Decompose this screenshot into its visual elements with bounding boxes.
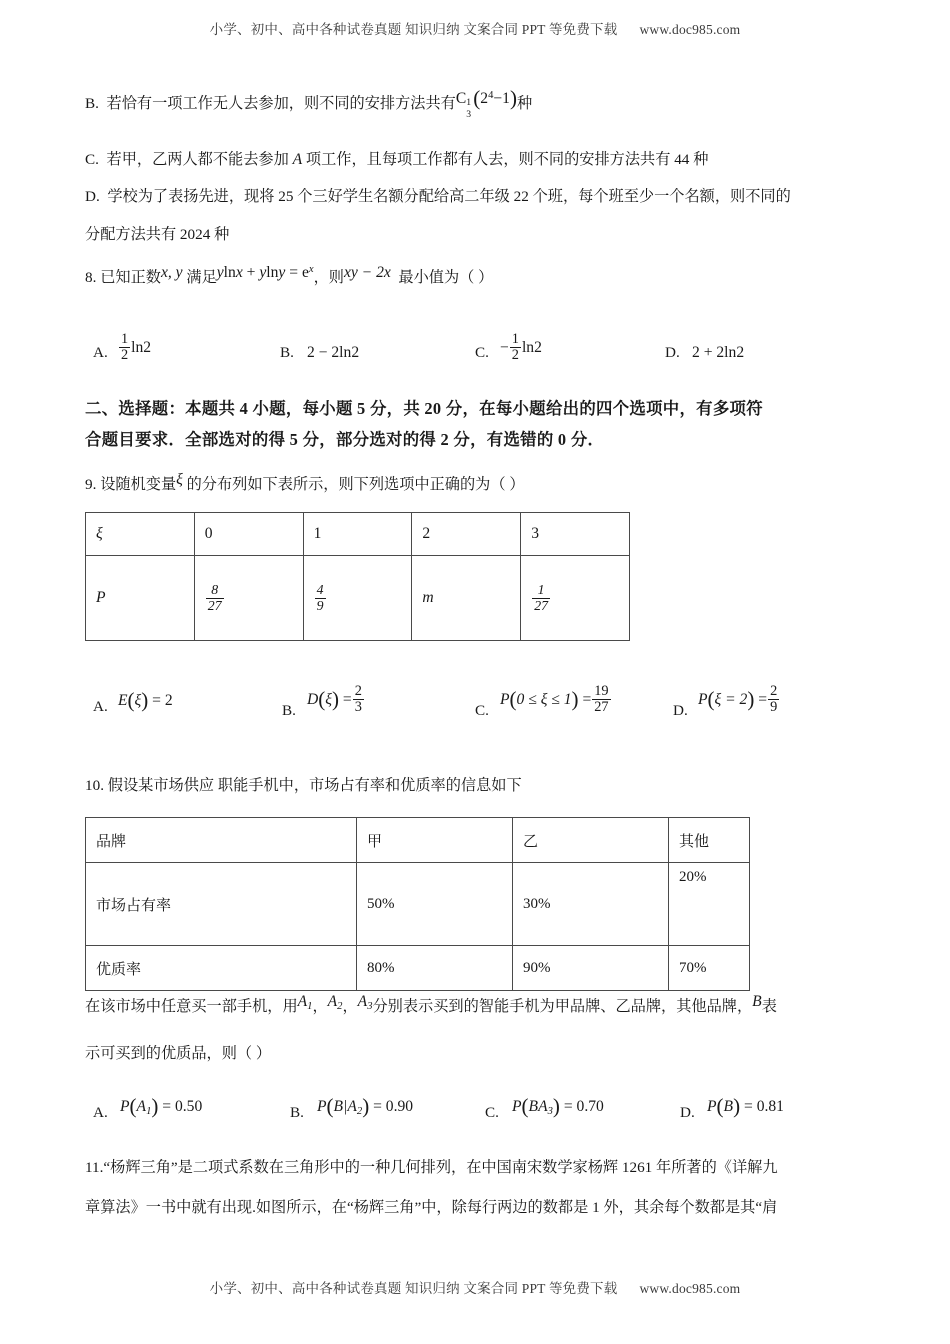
q9-option-d-value: P(ξ = 2) = $\frac{2}{9}$ (698, 683, 778, 716)
q10-option-d-label: D. (680, 1104, 695, 1121)
question-9-options (85, 680, 865, 724)
cell-variable-symbol (86, 513, 195, 556)
q8-option-d-value: 2 + 2ln2 (692, 344, 745, 361)
question-8-text-1: 已知正数 (100, 269, 161, 286)
option-b-unit: 种 (516, 95, 533, 113)
cell-label-market-share: 市场占有率 (86, 863, 357, 946)
cell-value-1: 1 (303, 513, 412, 556)
cell-prob-0: $\frac{8}{27}$ (194, 556, 303, 641)
section-2-heading-text-1: 二、选择题：本题共 4 小题，每小题 5 分，共 20 分，在每小题给出的四个选项中，有多项符 (85, 399, 763, 418)
question-8-text-3: ，则 (313, 269, 344, 286)
q8-option-d-label: D. (665, 344, 680, 361)
q8-option-b-value: 2 − 2ln2 (307, 344, 360, 361)
q8-option-a-value: $\frac{1}{2}$ ln2 (121, 331, 152, 364)
question-11-line-2 (85, 1197, 777, 1220)
question-10-body-text-2: 分别表示买到的智能手机为甲品牌、乙品牌，其他品牌， (372, 998, 753, 1015)
q8-option-c-value: − $\frac{1}{2}$ ln2 (500, 331, 542, 364)
cell-prob-1: $\frac{4}{9}$ (303, 556, 412, 641)
header-site-url: www.doc985.com (639, 22, 741, 37)
table-row-variable (86, 513, 630, 556)
cell-share-jia: 50% (357, 863, 513, 946)
question-8-text-2: 满足 (186, 269, 217, 286)
question-10-options (85, 1090, 865, 1126)
header-promo-text: 小学、初中、高中各种试卷真题 知识归纳 文案合同 PPT 等免费下载 (209, 22, 618, 37)
distribution-table (85, 512, 630, 641)
cell-prob-3: $\frac{1}{27}$ (521, 556, 630, 641)
question-11-line-1 (85, 1157, 778, 1180)
q8-option-b-label: B. (280, 344, 294, 361)
section-2-heading-line-1 (85, 396, 763, 423)
option-b-formula: C 1 3 $(2^4-1)$ (455, 86, 517, 121)
q9-option-a-value: E(ξ) = 2 (118, 688, 173, 712)
cell-header-yi: 乙 (513, 818, 669, 863)
p-symbol: P (96, 589, 106, 606)
cell-quality-yi: 90% (513, 946, 669, 991)
option-b-line (85, 88, 532, 120)
question-9-number: 9. (85, 476, 97, 493)
q8-option-c-label: C. (475, 344, 489, 361)
event-var-b: B (752, 993, 762, 1010)
cell-share-other: 20% (669, 863, 750, 946)
question-11-text-2: 章算法》一书中就有出现.如图所示，在“杨辉三角”中，除每行两边的数都是 1 外，其余每个数都是其“肩 (85, 1199, 778, 1216)
cell-label-quality-rate: 优质率 (86, 946, 357, 991)
cell-share-yi: 30% (513, 863, 669, 946)
question-8-variables: x, y (160, 264, 183, 281)
event-var-a1: $A_1$ (297, 993, 313, 1012)
question-9-variable: ξ (176, 471, 183, 488)
cell-header-brand: 品牌 (86, 818, 357, 863)
event-var-a3: $A_3$ (357, 993, 373, 1012)
question-8-number: 8. (85, 269, 97, 286)
question-9-text-1: 设随机变量 (100, 476, 177, 493)
question-8-expression: xy − 2x (343, 264, 391, 281)
question-10-number: 10. (85, 777, 104, 794)
q10-option-b-label: B. (290, 1104, 304, 1121)
q10-option-a-value: $P(A_1) = 0.50$ (120, 1094, 203, 1118)
question-9-text-2: 的分布列如下表所示，则下列选项中正确的为（ ） (186, 476, 525, 493)
option-c-label: C. (85, 151, 99, 168)
cell-quality-jia: 80% (357, 946, 513, 991)
cell-probability-symbol (86, 556, 195, 641)
cell-prob-2: m (412, 556, 521, 641)
question-10-stem (85, 775, 522, 798)
q9-option-b-value: D(ξ) = $\frac{2}{3}$ (307, 683, 362, 716)
cell-value-3: 3 (521, 513, 630, 556)
section-2-heading-line-2 (85, 427, 604, 454)
question-8-stem (85, 263, 494, 290)
question-10-body-text-4: 示可买到的优质品，则（ ） (85, 1045, 272, 1062)
brand-table-row-share (86, 863, 750, 946)
question-8-text-4: 最小值为（ ） (398, 269, 494, 286)
q9-option-c-label: C. (475, 702, 489, 719)
cell-value-0: 0 (194, 513, 303, 556)
q10-option-c-value: $P(BA_3) = 0.70$ (512, 1094, 604, 1118)
question-10-text: 假设某市场供应 职能手机中，市场占有率和优质率的信息如下 (107, 777, 522, 794)
page-footer (0, 1277, 950, 1297)
q8-option-a-label: A. (93, 344, 108, 361)
q10-option-b-value: $P(B|A_2) = 0.90$ (317, 1094, 414, 1118)
event-var-a2: $A_2$ (327, 993, 343, 1012)
cell-header-other: 其他 (669, 818, 750, 863)
cell-header-jia: 甲 (357, 818, 513, 863)
q9-option-b-label: B. (282, 702, 296, 719)
question-8-condition: $ylnx + ylny = e^x$ (216, 263, 314, 281)
option-c-text-1: 若甲，乙两人都不能去参加 (106, 151, 289, 168)
brand-table (85, 817, 750, 991)
option-d-label: D. (85, 188, 100, 205)
option-d-line-2 (85, 224, 229, 247)
q9-option-a-label: A. (93, 698, 108, 715)
question-9-stem (85, 473, 525, 497)
q10-option-d-value: P(B) = 0.81 (707, 1094, 784, 1118)
q9-option-d-label: D. (673, 702, 688, 719)
option-d-text-1: 学校为了表扬先进，现将 25 个三好学生名额分配给高二年级 22 个班，每个班至少一个名额，则不同的 (107, 188, 791, 205)
table-row-probability (86, 556, 630, 641)
question-11-text-1: “杨辉三角”是二项式系数在三角形中的一种几何排列，在中国南宋数学家杨辉 1261 年所著的《详解九 (103, 1159, 778, 1176)
xi-symbol: ξ (96, 525, 103, 542)
cell-quality-other: 70% (669, 946, 750, 991)
question-10-body-line-2 (85, 1043, 271, 1066)
question-11-number: 11. (85, 1159, 104, 1176)
cell-value-2: 2 (412, 513, 521, 556)
section-2-heading-text-2: 合题目要求．全部选对的得 5 分，部分选对的得 2 分，有选错的 0 分． (85, 430, 605, 449)
footer-site-url: www.doc985.com (639, 1281, 741, 1296)
page-header (0, 18, 950, 38)
q10-option-a-label: A. (93, 1104, 108, 1121)
option-b-text: 若恰有一项工作无人去参加，则不同的安排方法共有 (106, 95, 456, 113)
option-c-variable: A (292, 151, 303, 168)
option-d-text-2: 分配方法共有 2024 种 (85, 226, 230, 243)
option-c-line (85, 148, 708, 172)
question-10-body-text-1: 在该市场中任意买一部手机，用 (85, 998, 298, 1015)
question-8-options (85, 330, 865, 370)
option-c-text-2: 项工作，且每项工作都有人去，则不同的安排方法共有 44 种 (305, 151, 709, 168)
option-b-label: B. (85, 95, 99, 113)
brand-table-header-row (86, 818, 750, 863)
question-10-body-line-1: 在该市场中任意买一部手机，用$A_1$，$A_2$，$A_3$分别表示买到的智能手机为甲品牌、乙品牌，其他品牌，B表 (85, 993, 777, 1015)
q10-option-c-label: C. (485, 1104, 499, 1121)
option-d-line-1 (85, 186, 791, 209)
brand-table-row-quality (86, 946, 750, 991)
footer-promo-text: 小学、初中、高中各种试卷真题 知识归纳 文案合同 PPT 等免费下载 (209, 1281, 618, 1296)
q9-option-c-value: P(0 ≤ ξ ≤ 1) = $\frac{19}{27}$ (500, 683, 609, 716)
question-10-body-text-3: 表 (761, 998, 777, 1015)
